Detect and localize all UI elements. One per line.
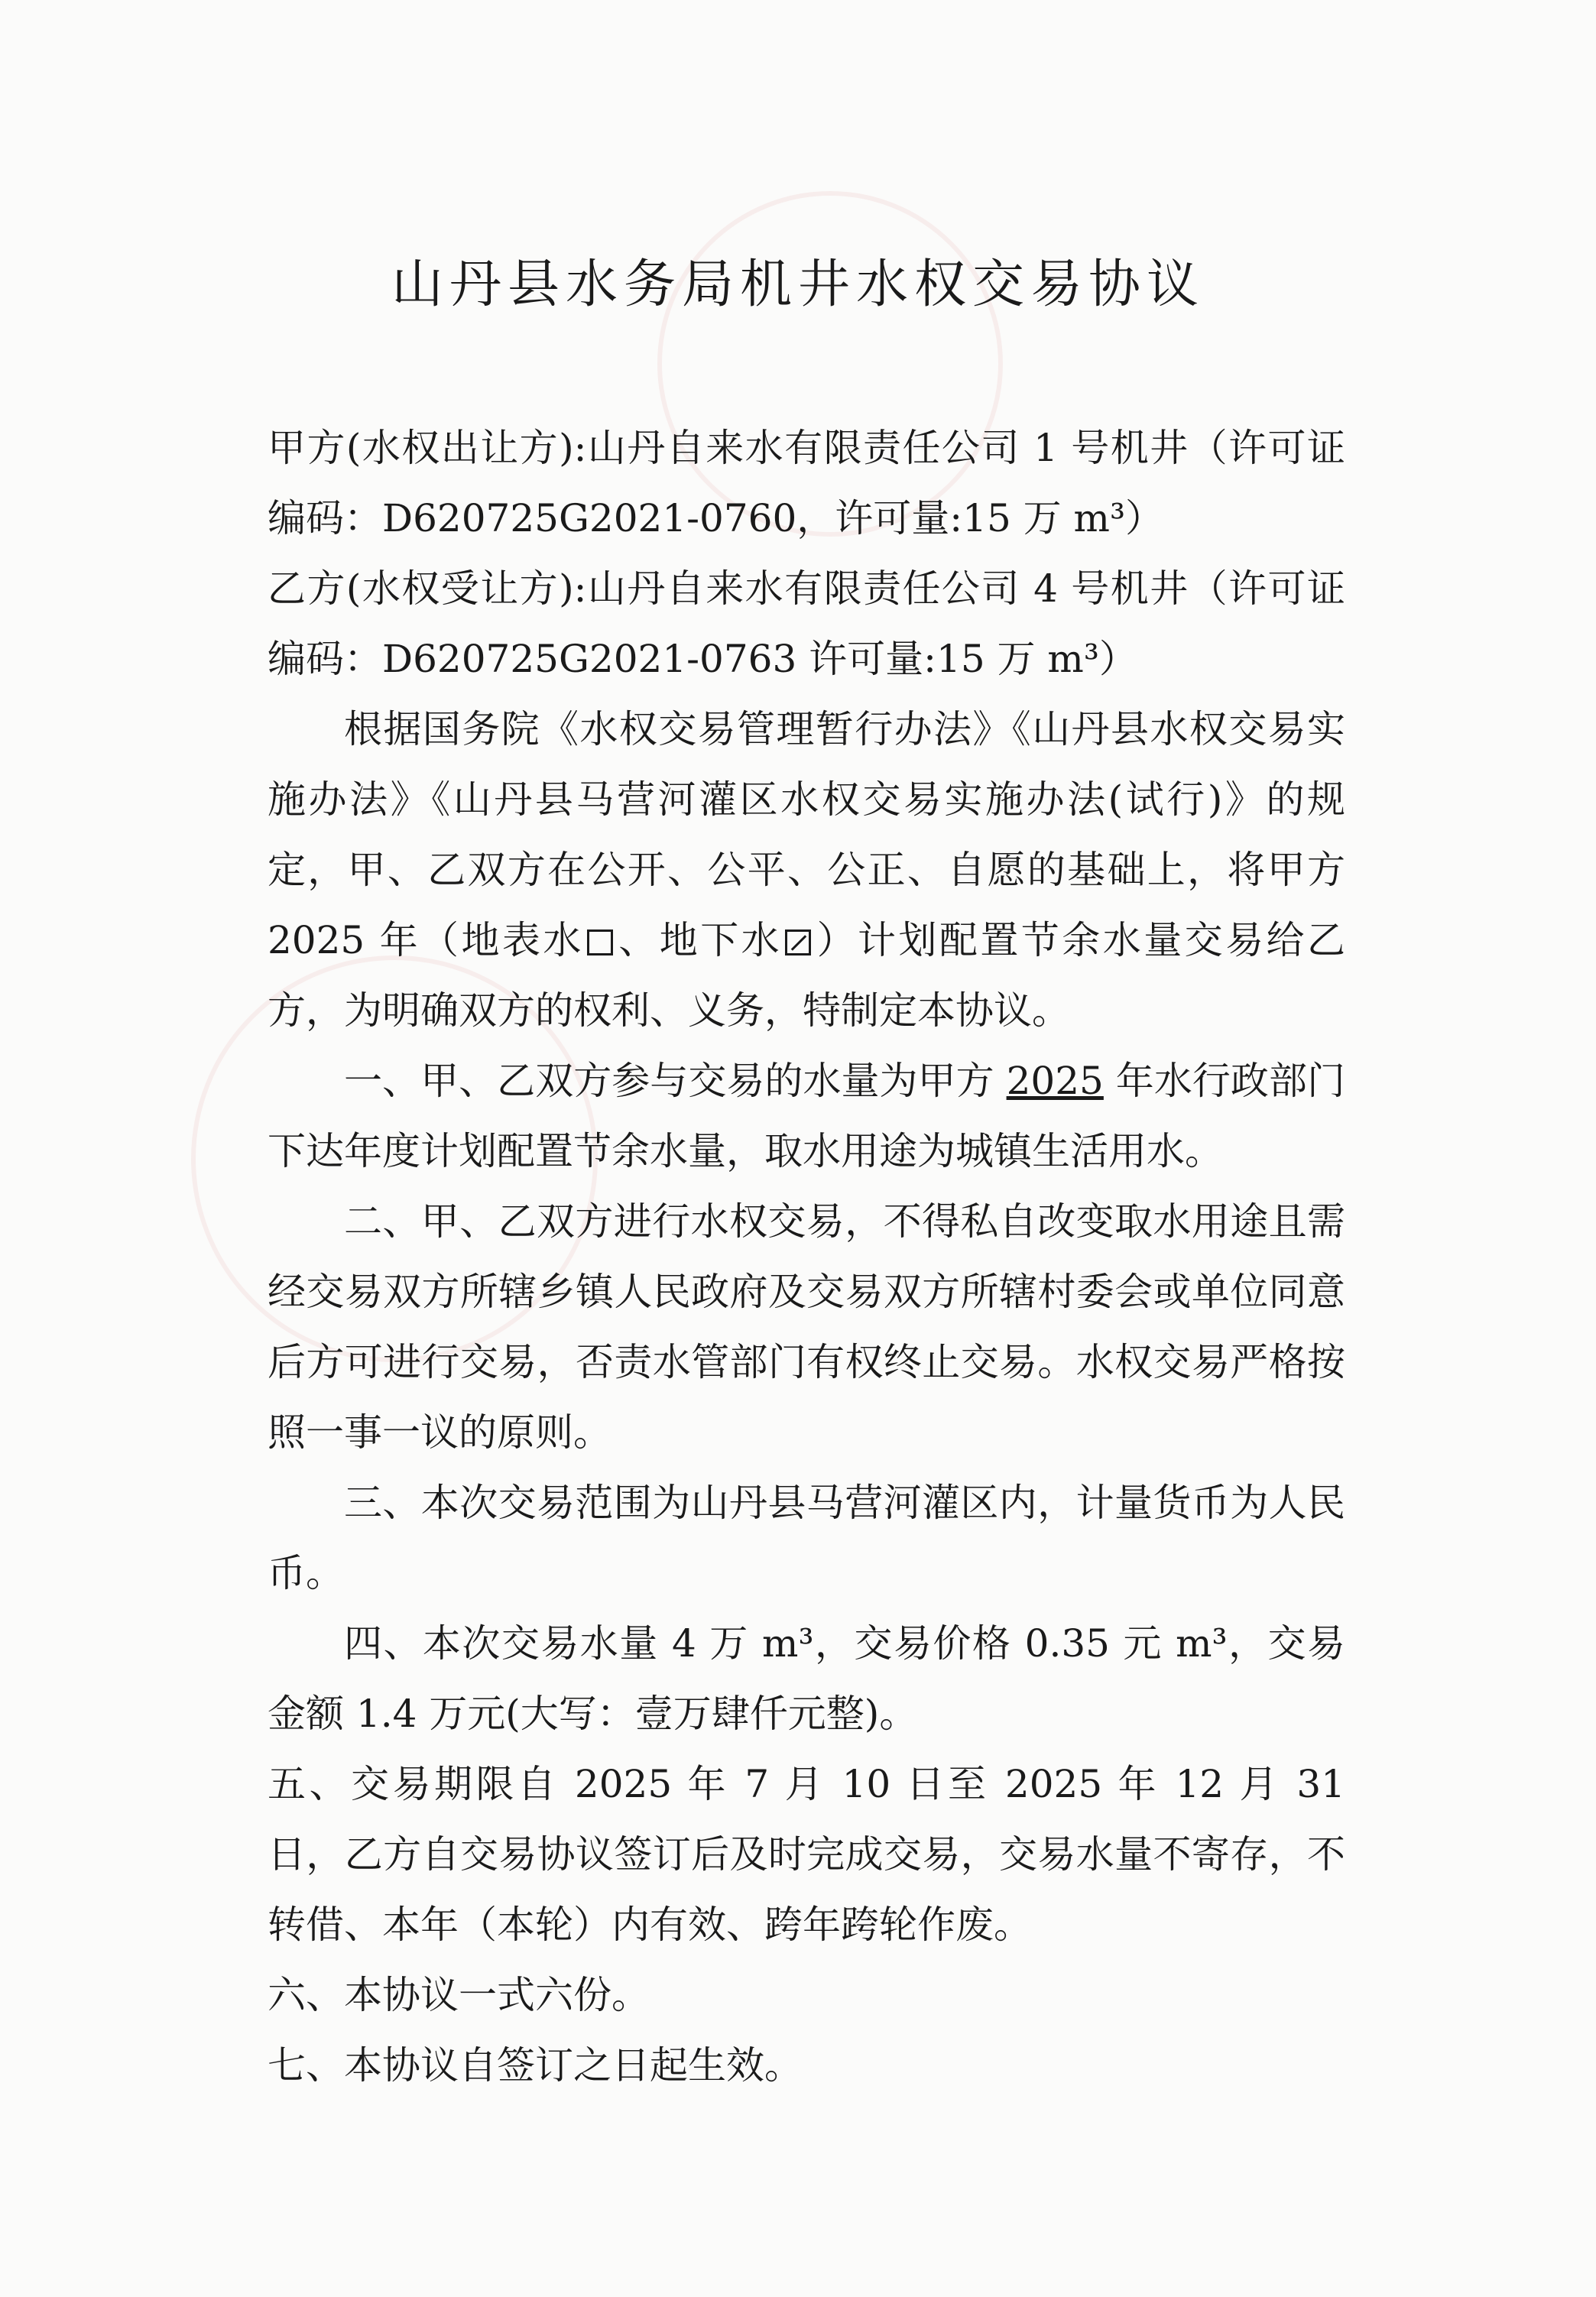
clause-1 (268, 1046, 1345, 1186)
clause-5: 五、交易期限自 2025 年 7 月 10 日至 2025 年 12 月 31 日，乙方自交易协议签订后及时完成交易，交易水量不寄存，不转借、本年（本轮）内有效、跨年跨轮作废。 (268, 1762, 1345, 1947)
intro-text-3: ）计划配置节余水量交易给乙方，为明确双方的权利、义务，特制定本协议。 (268, 918, 1346, 1033)
clause-4: 四、本次交易水量 4 万 m³，交易价格 0.35 元 m³，交易金额 1.4 万元(大写：壹万肆仟元整)。 (268, 1621, 1345, 1736)
party-a: 甲方(水权出让方):山丹自来水有限责任公司 1 号机井（许可证编码：D620725G2021-0760，许可量:15 万 m³） (268, 426, 1345, 540)
intro-text-1: 根据国务院《水权交易管理暂行办法》《山丹县水权交易实施办法》《山丹县马营河灌区水权交易实施办法(试行)》的规定，甲、乙双方在公开、公平、公正、自愿的基础上，将甲方 2025 年（地表水 (268, 707, 1345, 962)
document-title: 山丹县水务局机井水权交易协议 (391, 255, 1205, 315)
intro-paragraph (268, 694, 1345, 1046)
clause-3: 三、本次交易范围为山丹县马营河灌区内，计量货币为人民币。 (268, 1481, 1345, 1595)
clause-2: 二、甲、乙双方进行水权交易，不得私自改变取水用途且需经交易双方所辖乡镇人民政府及交易双方所辖村委会或单位同意后方可进行交易，否责水管部门有权终止交易。水权交易严格按照一事一议的原则。 (268, 1199, 1345, 1455)
clause-7: 七、本协议自签订之日起生效。 (268, 2043, 803, 2088)
document-body (268, 413, 1345, 2101)
surface-water-checkbox (587, 930, 613, 955)
groundwater-checkbox (785, 930, 811, 955)
intro-text-2: 、地下水 (615, 918, 783, 962)
clause-1-text-a: 一、甲、乙双方参与交易的水量为甲方 (344, 1059, 1007, 1103)
party-b: 乙方(水权受让方):山丹自来水有限责任公司 4 号机井（许可证编码：D620725G2021-0763 许可量:15 万 m³） (268, 566, 1345, 681)
clause-1-year: 2025 (1006, 1059, 1104, 1103)
clause-1-text-b: 年水行政部门下达年度计划配置节余水量，取水用途为城镇生活用水。 (268, 1059, 1345, 1173)
clause-6: 六、本协议一式六份。 (268, 1973, 650, 2017)
